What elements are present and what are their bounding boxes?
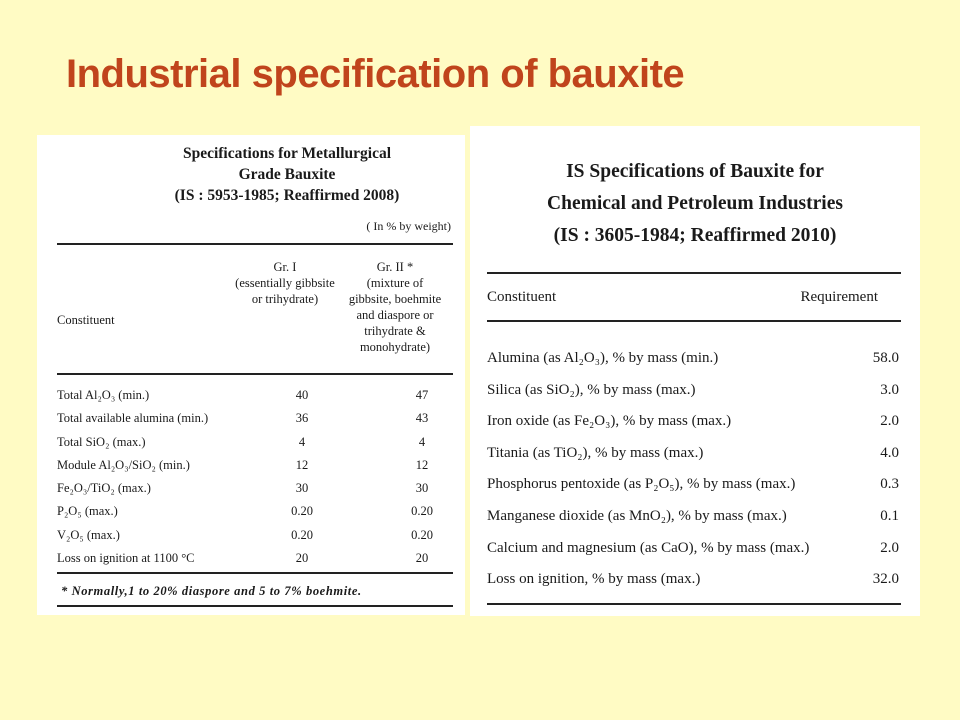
table-row <box>487 343 899 375</box>
grade-1-cell: 0.20 <box>291 527 313 542</box>
grade-2-header-line: trihydrate & <box>364 324 426 338</box>
right-col-constituent: Constituent <box>487 289 557 305</box>
right-heading-line-3: (IS : 3605-1984; Reaffirmed 2010) <box>553 225 837 246</box>
left-heading-line-1: Specifications for Metallurgical <box>182 145 392 162</box>
constituent-cell: Iron oxide (as Fe₂O₃), % by mass (max.) <box>487 413 732 430</box>
right-col-requirement: Requirement <box>800 289 878 305</box>
constituent-cell: Total available alumina (min.) <box>57 411 209 426</box>
requirement-cell: 2.0 <box>880 413 899 430</box>
table-row <box>57 431 457 454</box>
table-row <box>57 500 457 523</box>
col-grade-2 <box>329 259 461 355</box>
table-row <box>57 407 457 430</box>
right-table-body <box>487 343 899 596</box>
table-row <box>487 501 899 533</box>
grade-2-header-line: gibbsite, boehmite <box>348 292 442 306</box>
right-table-heading <box>480 156 910 252</box>
constituent-cell: Manganese dioxide (as MnO₂), % by mass (max.) <box>487 507 787 524</box>
requirement-cell: 58.0 <box>872 350 899 366</box>
constituent-cell: Total SiO₂ (max.) <box>57 434 146 449</box>
requirement-cell: 4.0 <box>880 444 899 461</box>
grade-2-header-line: Gr. II * <box>376 260 414 274</box>
footer-rule <box>57 605 453 607</box>
grade-2-cell: 12 <box>415 457 429 472</box>
constituent-cell: Fe₂O₃/TiO₂ (max.) <box>57 481 151 496</box>
table-row <box>57 524 457 547</box>
table-row <box>57 547 457 570</box>
constituent-cell: Titania (as TiO₂), % by mass (max.) <box>487 444 704 461</box>
constituent-cell: Module Al₂O₃/SiO₂ (min.) <box>57 457 190 472</box>
left-heading-line-3: (IS : 5953-1985; Reaffirmed 2008) <box>174 187 400 204</box>
grade-1-cell: 20 <box>295 551 309 566</box>
grade-2-header-line: (mixture of <box>366 276 424 290</box>
constituent-cell: P₂O₅ (max.) <box>57 504 118 519</box>
table-row <box>487 375 899 407</box>
grade-2-cell: 47 <box>415 388 429 402</box>
right-heading-line-1: IS Specifications of Bauxite for <box>566 161 824 182</box>
grade-1-cell: 4 <box>298 434 306 449</box>
requirement-cell: 32.0 <box>872 571 899 588</box>
constituent-cell: Loss on ignition at 1100 °C <box>57 551 195 566</box>
metallurgical-grade-table <box>37 135 465 615</box>
grade-2-cell: 43 <box>415 411 429 426</box>
grade-2-cell: 30 <box>415 481 429 496</box>
constituent-cell: Silica (as SiO₂), % by mass (max.) <box>487 381 696 398</box>
grade-1-header-line: or trihydrate) <box>251 292 319 306</box>
grade-2-cell: 4 <box>418 434 426 449</box>
requirement-cell: 2.0 <box>880 539 899 556</box>
grade-2-cell: 20 <box>415 551 429 566</box>
grade-1-cell: 40 <box>295 388 309 402</box>
grade-2-cell: 0.20 <box>411 504 433 519</box>
table-row <box>57 477 457 500</box>
requirement-cell: 0.1 <box>880 507 899 524</box>
requirement-cell: 0.3 <box>880 476 899 493</box>
col-constituent: Constituent <box>57 313 115 327</box>
left-table-body <box>57 384 457 570</box>
grade-2-header-line: and diaspore or <box>356 308 434 322</box>
table-row <box>57 454 457 477</box>
constituent-cell: Calcium and magnesium (as CaO), % by mass (max.) <box>487 539 810 556</box>
table-row <box>487 438 899 470</box>
header-rule <box>57 373 453 375</box>
grade-1-cell: 0.20 <box>291 504 313 519</box>
constituent-cell: Alumina (as Al₂O₃), % by mass (min.) <box>487 350 719 366</box>
grade-1-cell: 12 <box>295 457 309 472</box>
left-table-heading <box>127 143 447 206</box>
constituent-cell: Total Al₂O₃ (min.) <box>57 388 150 402</box>
constituent-cell: V₂O₅ (max.) <box>57 527 120 542</box>
table-row <box>487 533 899 565</box>
grade-1-cell: 30 <box>295 481 309 496</box>
table-row <box>487 406 899 438</box>
constituent-cell: Loss on ignition, % by mass (max.) <box>487 571 701 588</box>
right-bottom-rule <box>487 603 901 605</box>
slide-title: Industrial specification of bauxite <box>66 52 685 96</box>
right-heading-line-2: Chemical and Petroleum Industries <box>547 193 843 214</box>
grade-2-header-line: monohydrate) <box>359 340 431 354</box>
right-top-rule <box>487 272 901 274</box>
unit-note: ( In % by weight) <box>366 219 451 233</box>
chemical-grade-table <box>470 126 920 616</box>
bottom-rule <box>57 572 453 574</box>
grade-2-cell: 0.20 <box>411 527 433 542</box>
grade-1-cell: 36 <box>295 411 309 426</box>
table-row <box>487 564 899 596</box>
top-rule <box>57 243 453 245</box>
right-header-rule <box>487 320 901 322</box>
table-row <box>57 384 457 407</box>
grade-1-header-line: (essentially gibbsite <box>235 276 335 290</box>
left-heading-line-2: Grade Bauxite <box>238 166 336 183</box>
footnote: * Normally,1 to 20% diaspore and 5 to 7% boehmite. <box>61 584 362 598</box>
table-row <box>487 469 899 501</box>
constituent-cell: Phosphorus pentoxide (as P₂O₅), % by mass (max.) <box>487 476 796 493</box>
requirement-cell: 3.0 <box>880 381 899 398</box>
grade-1-header-line: Gr. I <box>273 260 297 274</box>
